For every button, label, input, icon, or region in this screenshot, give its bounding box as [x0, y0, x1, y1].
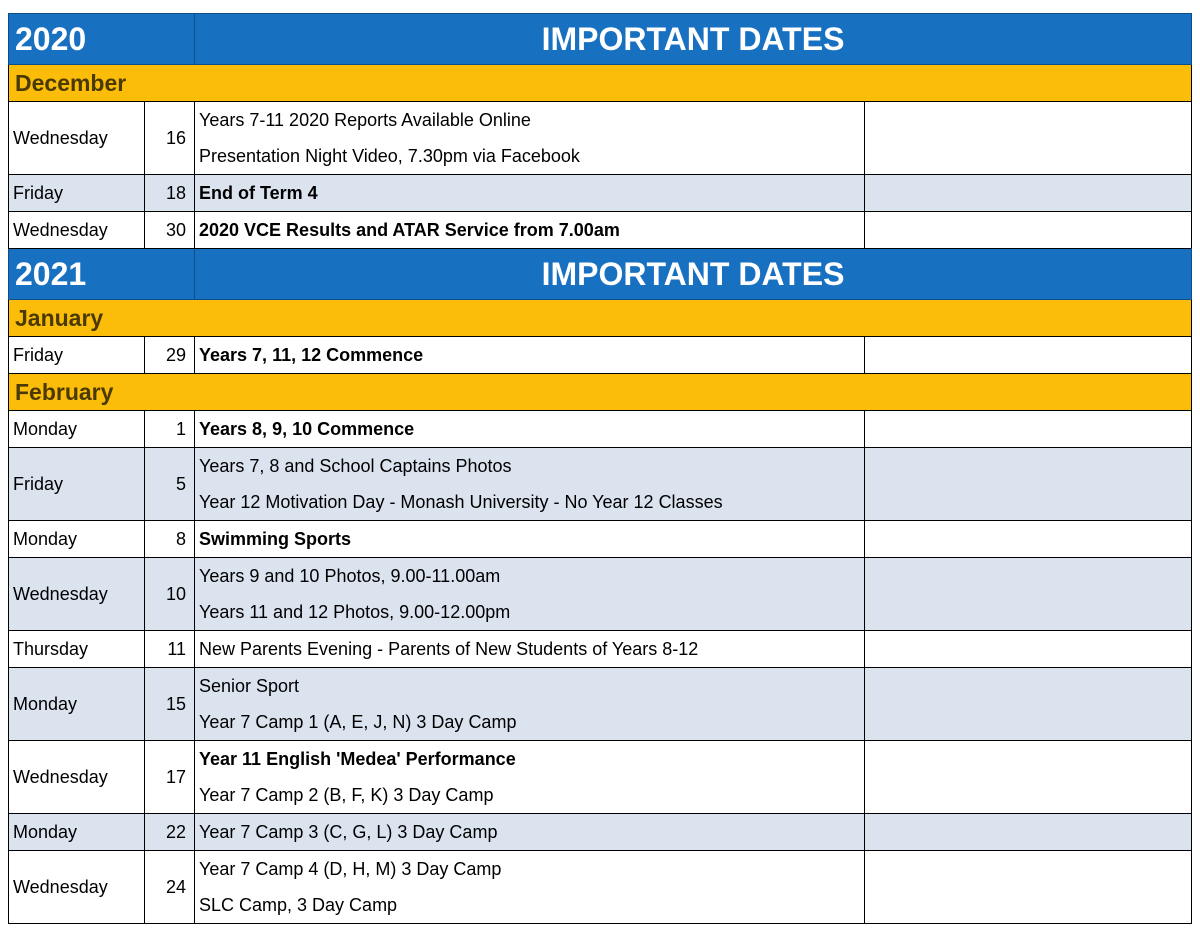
important-dates-sheet — [8, 13, 1191, 924]
month-label: December — [9, 65, 1192, 102]
meetings-cell — [865, 741, 1192, 814]
event-text: New Parents Evening - Parents of New Students of Years 8-12 — [199, 639, 699, 659]
meetings-cell — [865, 175, 1192, 212]
day-cell: Friday — [9, 175, 145, 212]
meetings-cell — [865, 212, 1192, 249]
table-row — [9, 448, 1192, 521]
event-text: End of Term 4 — [199, 183, 318, 203]
day-cell: Monday — [9, 814, 145, 851]
events-cell — [195, 814, 865, 851]
events-cell — [195, 337, 865, 374]
events-cell — [195, 448, 865, 521]
meetings-cell — [865, 558, 1192, 631]
events-cell — [195, 668, 865, 741]
meetings-cell — [865, 521, 1192, 558]
events-cell — [195, 558, 865, 631]
table-row — [9, 411, 1192, 448]
date-cell: 22 — [145, 814, 195, 851]
year-header-row — [9, 249, 1192, 300]
day-cell: Monday — [9, 411, 145, 448]
month-label: February — [9, 374, 1192, 411]
table-row — [9, 212, 1192, 249]
event-text: Year 7 Camp 3 (C, G, L) 3 Day Camp — [199, 822, 498, 842]
table-row — [9, 521, 1192, 558]
meetings-cell — [865, 631, 1192, 668]
day-cell: Wednesday — [9, 212, 145, 249]
year-label: 2020 — [9, 14, 195, 65]
section-title: IMPORTANT DATES — [195, 14, 1192, 65]
events-cell — [195, 631, 865, 668]
events-cell — [195, 521, 865, 558]
events-cell — [195, 411, 865, 448]
table-row — [9, 631, 1192, 668]
day-cell: Wednesday — [9, 558, 145, 631]
table-row — [9, 558, 1192, 631]
date-cell: 5 — [145, 448, 195, 521]
meetings-cell — [865, 448, 1192, 521]
meetings-cell — [865, 411, 1192, 448]
table-row — [9, 668, 1192, 741]
date-cell: 29 — [145, 337, 195, 374]
table-row — [9, 814, 1192, 851]
date-cell: 11 — [145, 631, 195, 668]
table-row — [9, 102, 1192, 175]
date-cell: 24 — [145, 851, 195, 924]
day-cell: Wednesday — [9, 741, 145, 814]
day-cell: Friday — [9, 448, 145, 521]
section-title: IMPORTANT DATES — [195, 249, 1192, 300]
meetings-cell — [865, 337, 1192, 374]
event-text: 2020 VCE Results and ATAR Service from 7.00am — [199, 220, 620, 240]
year-header-row — [9, 14, 1192, 65]
event-text: Year 7 Camp 1 (A, E, J, N) 3 Day Camp — [199, 712, 517, 732]
event-text: Years 9 and 10 Photos, 9.00-11.00am — [199, 566, 501, 586]
day-cell: Thursday — [9, 631, 145, 668]
events-cell — [195, 102, 865, 175]
date-cell: 10 — [145, 558, 195, 631]
event-text: Year 7 Camp 2 (B, F, K) 3 Day Camp — [199, 785, 494, 805]
month-header-row — [9, 65, 1192, 102]
month-label: January — [9, 300, 1192, 337]
event-text: Year 7 Camp 4 (D, H, M) 3 Day Camp — [199, 859, 502, 879]
meetings-cell — [865, 814, 1192, 851]
date-cell: 1 — [145, 411, 195, 448]
event-text: Years 7-11 2020 Reports Available Online — [199, 110, 531, 130]
date-cell: 8 — [145, 521, 195, 558]
table-row — [9, 337, 1192, 374]
events-cell — [195, 741, 865, 814]
events-cell — [195, 851, 865, 924]
day-cell: Monday — [9, 521, 145, 558]
date-cell: 17 — [145, 741, 195, 814]
events-cell — [195, 212, 865, 249]
events-cell — [195, 175, 865, 212]
event-text: Presentation Night Video, 7.30pm via Facebook — [199, 146, 580, 166]
month-header-row — [9, 374, 1192, 411]
event-text: Year 12 Motivation Day - Monash University - No Year 12 Classes — [199, 492, 723, 512]
event-text: Year 11 English 'Medea' Performance — [199, 749, 516, 769]
table-row — [9, 851, 1192, 924]
date-cell: 15 — [145, 668, 195, 741]
event-text: Senior Sport — [199, 676, 300, 696]
event-text: Swimming Sports — [199, 529, 352, 549]
day-cell: Monday — [9, 668, 145, 741]
date-cell: 30 — [145, 212, 195, 249]
month-header-row — [9, 300, 1192, 337]
date-cell: 18 — [145, 175, 195, 212]
table-row — [9, 175, 1192, 212]
event-text: SLC Camp, 3 Day Camp — [199, 895, 398, 915]
day-cell: Wednesday — [9, 102, 145, 175]
event-text: Years 11 and 12 Photos, 9.00-12.00pm — [199, 602, 511, 622]
year-label: 2021 — [9, 249, 195, 300]
meetings-cell — [865, 102, 1192, 175]
day-cell: Friday — [9, 337, 145, 374]
event-text: Years 7, 11, 12 Commence — [199, 345, 424, 365]
event-text: Years 8, 9, 10 Commence — [199, 419, 415, 439]
event-text: Years 7, 8 and School Captains Photos — [199, 456, 512, 476]
meetings-cell — [865, 851, 1192, 924]
dates-table — [8, 13, 1192, 924]
table-row — [9, 741, 1192, 814]
meetings-cell — [865, 668, 1192, 741]
day-cell: Wednesday — [9, 851, 145, 924]
date-cell: 16 — [145, 102, 195, 175]
